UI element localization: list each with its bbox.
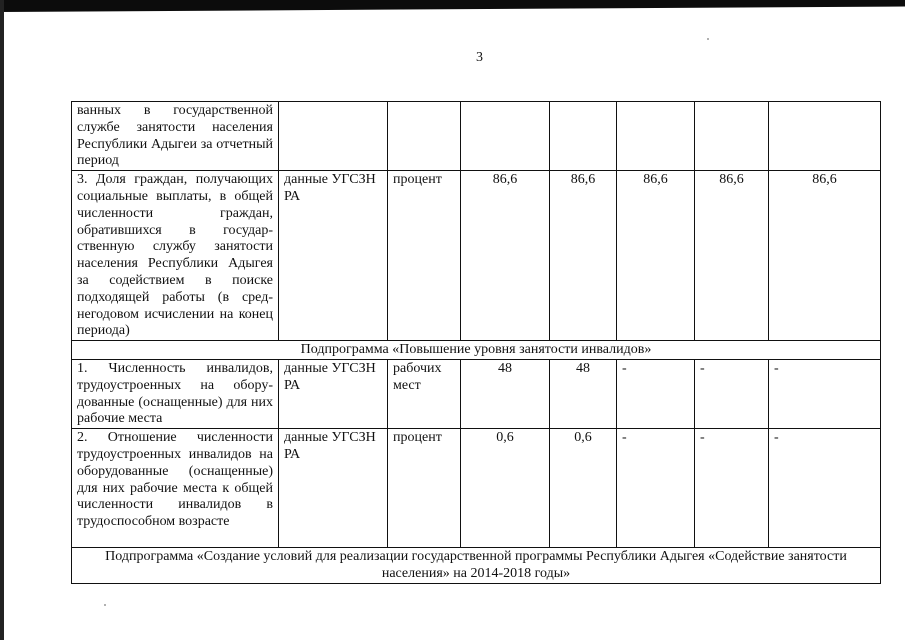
table-row xyxy=(72,429,881,548)
indicator-source xyxy=(279,102,388,171)
indicator-unit: рабочих мест xyxy=(388,359,461,428)
indicator-description: 3. Доля граждан, получающих социальные выплаты, в общей численности граждан, обратившихся в государственную службу занятости населения Республики Адыгея за содействием в поиске подходящей работы (в среднегодовом исчислении на конец периода) xyxy=(72,171,279,341)
table-row xyxy=(72,359,881,428)
scan-speck xyxy=(707,38,709,40)
indicator-source: данные УГСЗН РА xyxy=(279,359,388,428)
subprogram-title: Подпрограмма «Повышение уровня занятости инвалидов» xyxy=(72,341,881,360)
indicator-value-1: 86,6 xyxy=(461,171,550,341)
indicator-source: данные УГСЗН РА xyxy=(279,171,388,341)
indicator-value-4: 86,6 xyxy=(695,171,769,341)
indicator-value-5: - xyxy=(769,429,881,548)
indicator-value-4 xyxy=(695,102,769,171)
indicator-value-5 xyxy=(769,102,881,171)
indicator-value-2: 48 xyxy=(550,359,617,428)
scan-top-border xyxy=(0,0,905,12)
indicator-source: данные УГСЗН РА xyxy=(279,429,388,548)
indicator-value-3: - xyxy=(617,429,695,548)
section-row xyxy=(72,548,881,584)
indicator-description: 1. Численность инвалидов, трудоустроенных на оборудованные (оснащенные) для них рабочие места xyxy=(72,359,279,428)
table-row xyxy=(72,171,881,341)
page-number: 3 xyxy=(476,50,483,65)
section-row xyxy=(72,341,881,360)
indicator-value-2: 86,6 xyxy=(550,171,617,341)
indicator-value-4: - xyxy=(695,359,769,428)
indicator-value-1: 0,6 xyxy=(461,429,550,548)
indicator-value-2: 0,6 xyxy=(550,429,617,548)
subprogram-title: Подпрограмма «Создание условий для реализации государственной программы Республики Адыгея «Содействие занятости населения» на 2014-2018 годы» xyxy=(72,548,881,584)
indicator-value-5: 86,6 xyxy=(769,171,881,341)
indicator-value-1: 48 xyxy=(461,359,550,428)
indicator-description: 2. Отношение численности трудоустроенных инвалидов на оборудованные (оснащенные) для них рабочие места к общей численности инвалидов в трудоспособном возрасте xyxy=(72,429,279,548)
indicator-value-3: - xyxy=(617,359,695,428)
indicator-unit: процент xyxy=(388,429,461,548)
indicator-value-1 xyxy=(461,102,550,171)
table-row xyxy=(72,102,881,171)
indicator-value-3 xyxy=(617,102,695,171)
indicator-value-4: - xyxy=(695,429,769,548)
indicator-value-3: 86,6 xyxy=(617,171,695,341)
indicator-description: ванных в государственной службе занятости населения Республики Адыгеи за отчетный период xyxy=(72,102,279,171)
scan-left-edge xyxy=(0,0,4,640)
indicators-table xyxy=(71,101,881,584)
indicator-value-5: - xyxy=(769,359,881,428)
scan-speck xyxy=(104,604,106,606)
indicator-value-2 xyxy=(550,102,617,171)
indicator-unit xyxy=(388,102,461,171)
indicator-unit: процент xyxy=(388,171,461,341)
